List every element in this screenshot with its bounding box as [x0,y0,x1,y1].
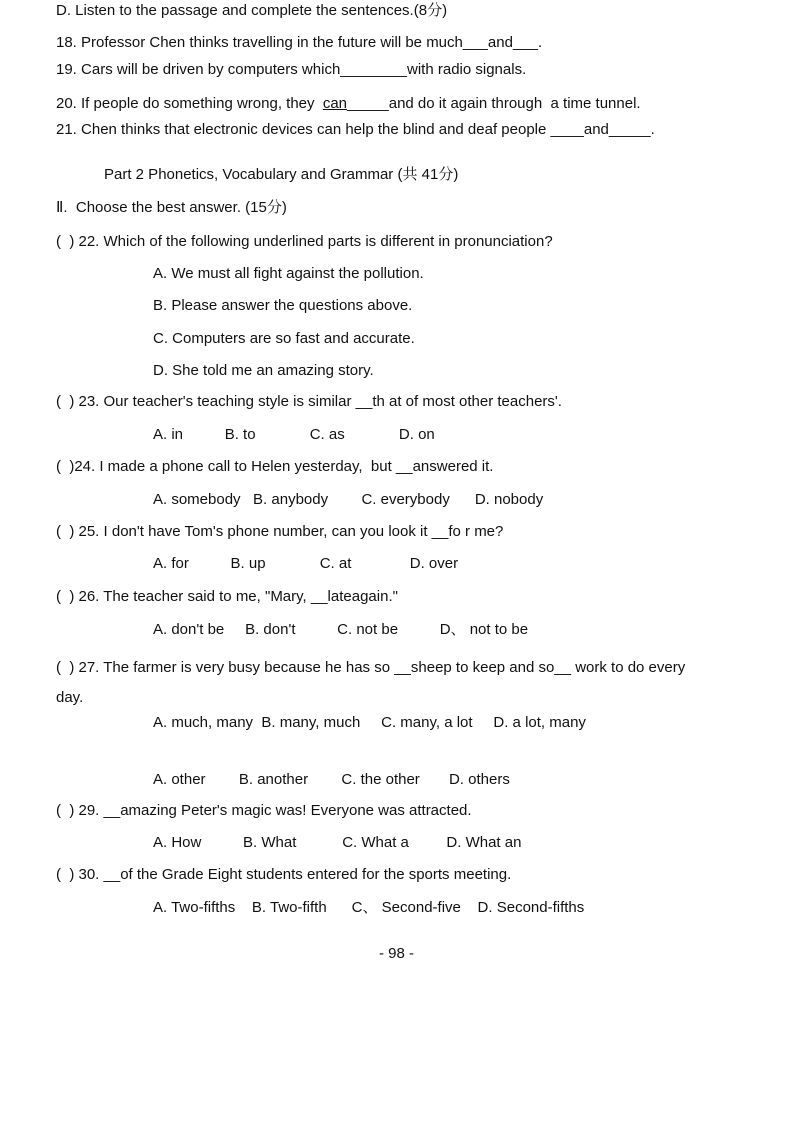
question-22-option-b: B. Please answer the questions above. [153,297,413,314]
question-22-option-c: C. Computers are so fast and accurate. [153,330,415,347]
question-30-options: A. Two-fifths B. Two-fifth C、 Second-five D. Second-fifths [153,899,585,916]
page-number: - 98 - [378,945,414,962]
question-19: 19. Cars will be driven by computers which________with radio signals. [56,61,527,78]
question-29-stem: ( ) 29. __amazing Peter's magic was! Everyone was attracted. [56,802,472,819]
section-2-title: Ⅱ. Choose the best answer. (15分) [56,199,287,216]
question-24-stem: ( )24. I made a phone call to Helen yesterday, but __answered it. [56,458,494,475]
part-2-title: Part 2 Phonetics, Vocabulary and Grammar (共 41分) [104,166,459,183]
question-20 [56,94,641,114]
question-27-stem: ( ) 27. The farmer is very busy because he has so __sheep to keep and so__ work to do every [56,659,686,676]
question-25-stem: ( ) 25. I don't have Tom's phone number, can you look it __fo r me? [56,523,504,540]
question-20-text-after: _____and do it again through a time tunnel. [347,95,641,112]
question-26-stem: ( ) 26. The teacher said to me, "Mary, __lateagain." [56,588,398,605]
question-26-options: A. don't be B. don't C. not be D、 not to be [153,621,529,638]
section-d-title: D. Listen to the passage and complete the sentences.(8分) [56,2,448,19]
question-23-options: A. in B. to C. as D. on [153,426,435,443]
question-18: 18. Professor Chen thinks travelling in the future will be much___and___. [56,34,543,51]
question-30-stem: ( ) 30. __of the Grade Eight students entered for the sports meeting. [56,866,512,883]
question-28-options: A. other B. another C. the other D. others [153,771,510,788]
question-22-option-a: A. We must all fight against the pollution. [153,265,424,282]
question-29-options: A. How B. What C. What a D. What an [153,834,522,851]
question-27-stem-continued: day. [56,689,84,706]
question-25-options: A. for B. up C. at D. over [153,555,459,572]
question-24-options: A. somebody B. anybody C. everybody D. nobody [153,491,544,508]
question-22-option-d: D. She told me an amazing story. [153,362,374,379]
question-27-options: A. much, many B. many, much C. many, a lot D. a lot, many [153,714,586,731]
question-22-stem: ( ) 22. Which of the following underlined parts is different in pronunciation? [56,233,553,250]
question-20-filled-answer: can [322,95,348,112]
question-23-stem: ( ) 23. Our teacher's teaching style is similar __th at of most other teachers'. [56,393,562,410]
question-21: 21. Chen thinks that electronic devices can help the blind and deaf people ____and_____. [56,121,655,138]
question-20-text-before: 20. If people do something wrong, they [56,95,323,112]
